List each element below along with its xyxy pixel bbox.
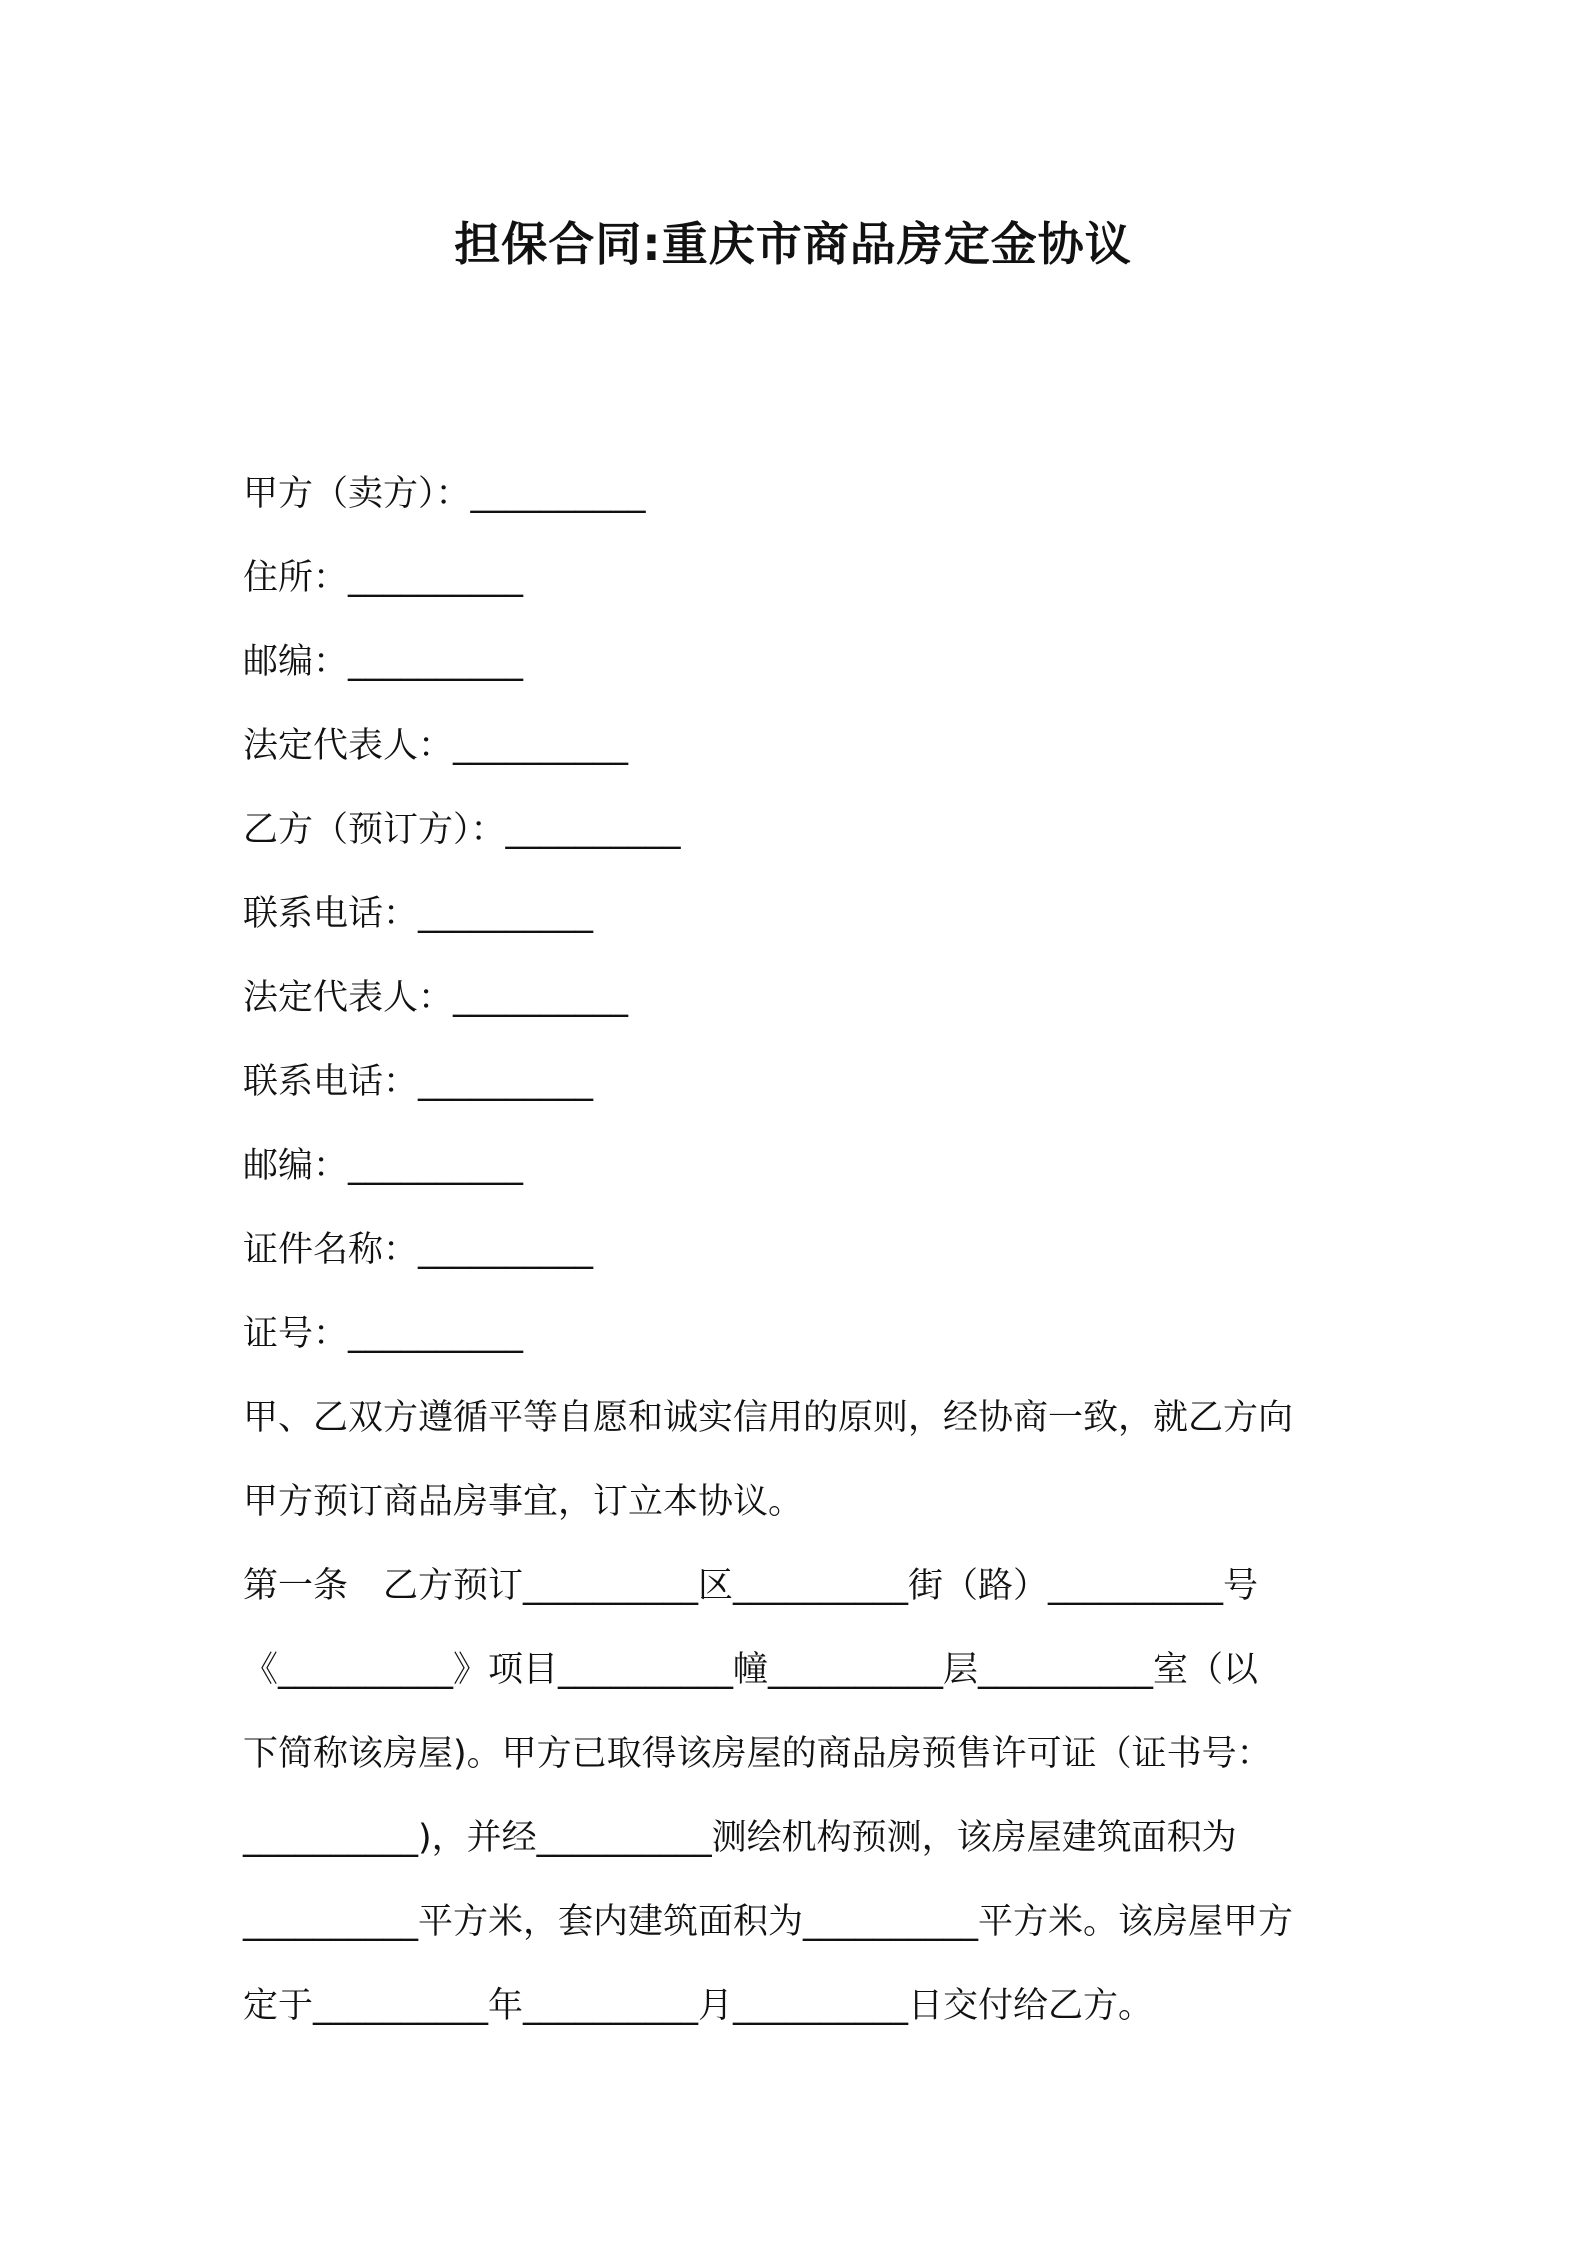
field-phone: 联系电话：__________ [243,894,594,934]
article-1-line: 定于__________年__________月__________日交付给乙方。 [243,1986,1154,2026]
article-1-line: __________)，并经__________测绘机构预测，该房屋建筑面积为 [243,1818,1237,1858]
field-phone-2: 联系电话：__________ [243,1062,594,1102]
field-postcode-2: 邮编：__________ [243,1146,524,1186]
document-title: 担保合同:重庆市商品房定金协议 [454,217,1132,271]
field-id-number: 证号：__________ [243,1314,524,1354]
document-body [243,452,1363,2048]
field-postcode: 邮编：__________ [243,642,524,682]
field-buyer: 乙方（预订方）：__________ [243,810,681,850]
field-legal-rep-2: 法定代表人：__________ [243,978,629,1018]
article-1-line: __________平方米，套内建筑面积为__________平方米。该房屋甲方 [243,1902,1294,1942]
intro-line: 甲、乙双方遵循平等自愿和诚实信用的原则，经协商一致，就乙方向 [243,1398,1294,1438]
field-seller: 甲方（卖方）：__________ [243,474,646,514]
article-1-paragraph [243,1544,1363,2048]
field-id-type: 证件名称：__________ [243,1230,594,1270]
article-1-line: 第一条 乙方预订__________区__________街（路）__________号 [243,1566,1259,1606]
field-legal-rep: 法定代表人：__________ [243,726,629,766]
field-address: 住所：__________ [243,558,524,598]
intro-line: 甲方预订商品房事宜，订立本协议。 [243,1482,804,1522]
article-1-line: 下简称该房屋)。甲方已取得该房屋的商品房预售许可证（证书号： [243,1734,1272,1774]
article-1-line: 《__________》项目__________幢__________层__________室（以 [243,1650,1259,1690]
intro-paragraph [243,1376,1363,1544]
